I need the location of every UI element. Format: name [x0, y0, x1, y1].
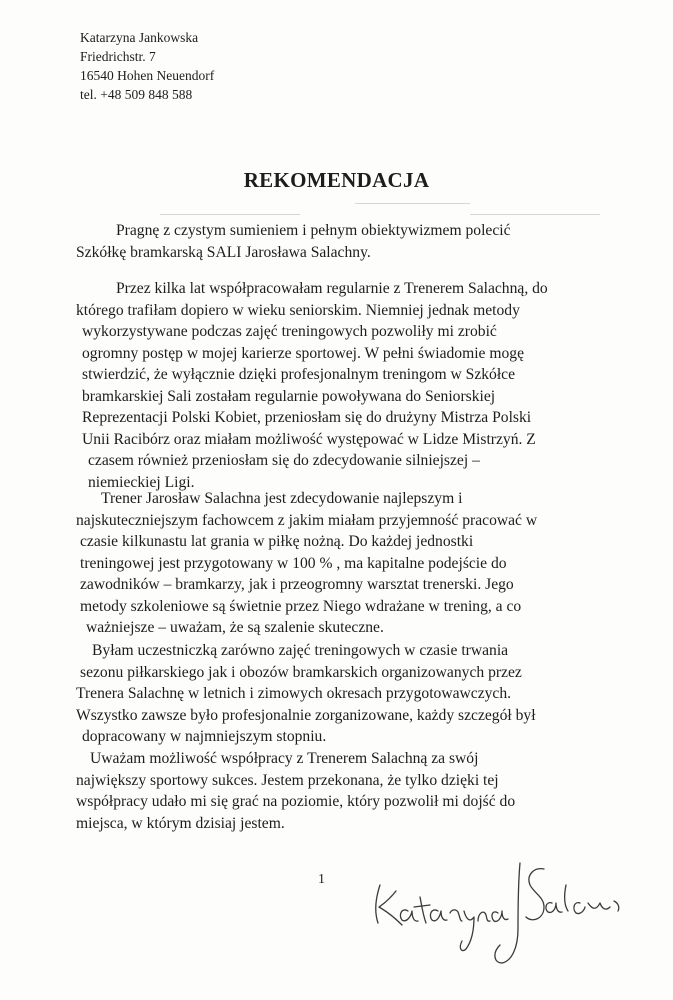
paragraph-line: sezonu piłkarskiego jak i obozów bramkarskich organizowanych przez: [80, 663, 522, 681]
paragraph-4: [76, 640, 621, 748]
sender-name: Katarzyna Jankowska: [80, 30, 199, 45]
paragraph-2: [76, 278, 621, 493]
paragraph-line: Wszystko zawsze było profesjonalnie zorganizowane, każdy szczegół był: [76, 706, 536, 724]
paragraph-line: Byłam uczestniczką zarówno zajęć treningowych w czasie trwania: [92, 642, 509, 659]
paragraph-line: metody szkoleniowe są świetnie przez Niego wdrażane w trening, a co: [80, 597, 522, 615]
paragraph-line: Przez kilka lat współpracowałam regularnie z Trenerem Salachną, do: [116, 280, 548, 297]
paragraph-line: ważniejsze – uważam, że są szalenie skuteczne.: [86, 619, 384, 636]
paragraph-line: miejsca, w którym dzisiaj jestem.: [76, 814, 285, 832]
paragraph-line: dopracowany w najmniejszym stopniu.: [82, 728, 327, 745]
paragraph-line: Reprezentacji Polski Kobiet, przeniosłam się do drużyny Mistrza Polski: [82, 409, 532, 426]
paragraph-line: niemieckiej Ligi.: [88, 473, 195, 491]
paragraph-line: bramkarskiej Sali zostałam regularnie powoływana do Seniorskiej: [82, 387, 496, 405]
paragraph-line: Trenera Salachnę w letnich i zimowych okresach przygotowawczych.: [76, 685, 512, 702]
paragraph-line: Unii Racibórz oraz miałam możliwość występować w Lidze Mistrzyń. Z: [82, 430, 536, 448]
sender-street: Friedrichstr. 7: [80, 49, 156, 64]
sender-city: 16540 Hohen Neuendorf: [80, 68, 215, 83]
paragraph-line: Trener Jarosław Salachna jest zdecydowanie najlepszym i: [101, 490, 463, 507]
paragraph-line: najskuteczniejszym fachowcem z jakim miałam przyjemność pracować w: [76, 511, 538, 529]
paragraph-line: Uważam możliwość współpracy z Trenerem Salachną za swój: [90, 750, 479, 767]
scan-rule: [160, 214, 300, 215]
paragraph-line: współpracy udało mi się grać na poziomie, który pozwolił mi dojść do: [76, 793, 516, 810]
paragraph-line: ogromny postęp w mojej karierze sportowej. W pełni świadomie mogę: [82, 344, 525, 362]
scan-rule: [355, 203, 470, 204]
paragraph-3: [76, 488, 621, 639]
scan-rule: [470, 214, 600, 215]
sender-phone: tel. +48 509 848 588: [80, 87, 193, 102]
paragraph-1: [76, 220, 621, 263]
handwritten-signature: [368, 845, 628, 975]
paragraph-line: treningowej jest przygotowany w 100 % , ma kapitalne podejście do: [80, 554, 507, 572]
paragraph-line: Pragnę z czystym sumieniem i pełnym obiektywizmem polecić: [116, 222, 511, 239]
paragraph-line: stwierdzić, że wyłącznie dzięki profesjonalnym treningom w Szkółce: [82, 366, 516, 383]
paragraph-line: Szkółkę bramkarską SALI Jarosława Salachny.: [76, 243, 371, 261]
paragraph-line: którego trafiłam dopiero w wieku seniorskim. Niemniej jednak metody: [76, 301, 520, 319]
sender-address-block: [80, 28, 214, 104]
paragraph-line: czasie kilkunastu lat grania w piłkę nożną. Do każdej jednostki: [80, 533, 474, 550]
document-title: REKOMENDACJA: [243, 168, 430, 192]
paragraph-line: największy sportowy sukces. Jestem przekonana, że tylko dzięki tej: [76, 771, 499, 789]
paragraph-5: [76, 748, 621, 834]
paragraph-line: czasem również przeniosłam się do zdecydowanie silniejszej –: [88, 452, 480, 469]
page-number: 1: [318, 872, 325, 887]
paragraph-line: zawodników – bramkarzy, jak i przeogromny warsztat trenerski. Jego: [80, 576, 514, 593]
paragraph-line: wykorzystywane podczas zajęć treningowych pozwoliły mi zrobić: [82, 323, 497, 340]
